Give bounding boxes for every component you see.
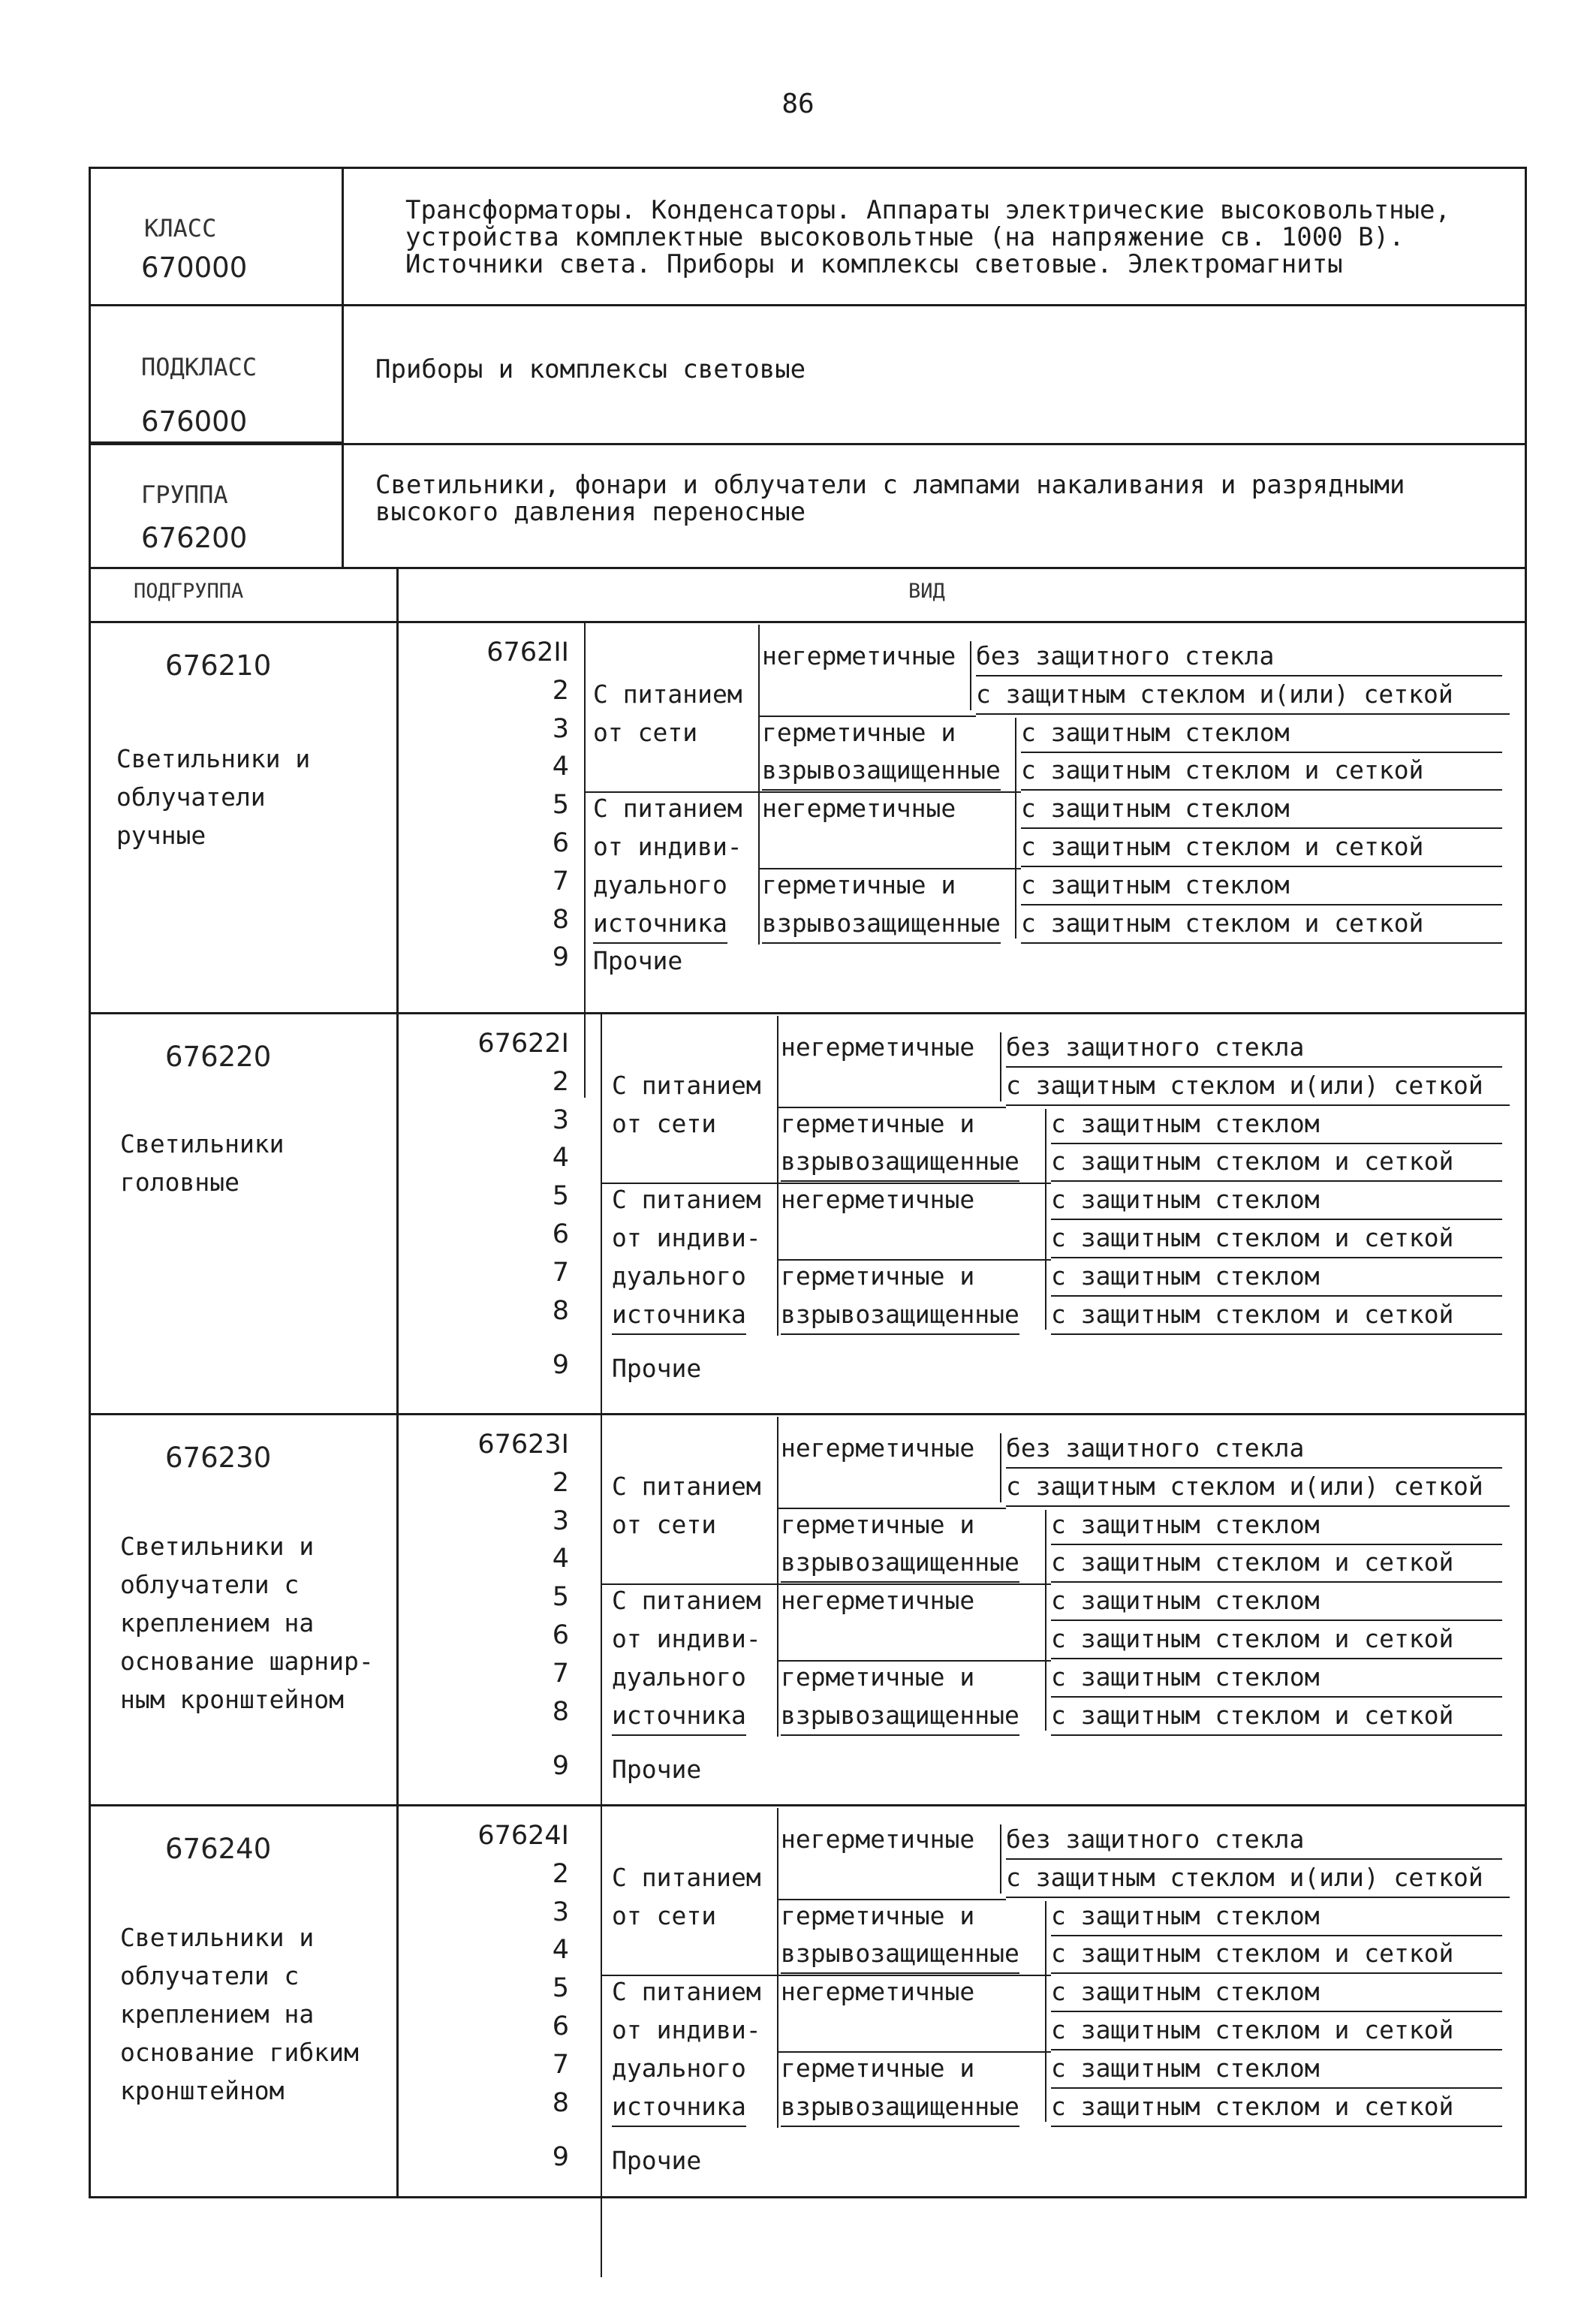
option-glass-or-mesh: с защитным стеклом и(или) сеткой bbox=[976, 676, 1510, 715]
type-header: ВИД bbox=[908, 580, 945, 603]
rule-line bbox=[777, 1016, 778, 1336]
hermetic-label: взрывозащищенные bbox=[781, 1697, 1019, 1736]
row-number: 7 bbox=[552, 866, 569, 896]
option-glass: с защитным стеклом bbox=[1021, 790, 1502, 829]
row-number: 3 bbox=[552, 1104, 569, 1135]
rule-line bbox=[601, 1583, 777, 1585]
rule-line bbox=[777, 1899, 1006, 1900]
power-individual: от индиви- bbox=[612, 1223, 761, 1252]
power-individual: источника bbox=[612, 1296, 746, 1335]
subgroup-name-line: Светильники и bbox=[120, 1532, 315, 1561]
power-network: С питанием bbox=[593, 679, 742, 709]
hermetic-label: герметичные и bbox=[762, 717, 956, 747]
rule-line bbox=[777, 1259, 1051, 1261]
rule-line bbox=[89, 2196, 1527, 2198]
hermetic-label: взрывозащищенные bbox=[781, 1544, 1019, 1583]
row-number: 4 bbox=[552, 752, 569, 782]
row-number: 9 bbox=[552, 942, 569, 973]
power-network: от сети bbox=[612, 1509, 717, 1539]
rule-line bbox=[1000, 1824, 1001, 1894]
other-label: Прочие bbox=[612, 1755, 702, 1785]
nonhermetic-label: негерметичные bbox=[781, 1433, 975, 1463]
group-description: Светильники, фонари и облучатели с лампами накаливания и разрядными высокого давления переносные bbox=[375, 470, 1405, 527]
option-glass: с защитным стеклом bbox=[1051, 1105, 1502, 1144]
rule-line bbox=[1015, 718, 1016, 939]
rule-line bbox=[777, 1183, 1051, 1184]
subgroup-code: 676240 bbox=[165, 1833, 272, 1865]
row-number: 5 bbox=[552, 1181, 569, 1212]
nonhermetic-label: негерметичные bbox=[762, 641, 956, 670]
nonhermetic-label: негерметичные bbox=[781, 1586, 975, 1616]
hermetic-label: герметичные и bbox=[781, 1662, 975, 1692]
rule-line bbox=[777, 1808, 778, 2128]
subgroup-name-line: основание шарнир- bbox=[120, 1647, 374, 1676]
subgroup-name-line: Светильники и bbox=[116, 744, 311, 773]
power-individual: от индиви- bbox=[593, 832, 742, 861]
nonhermetic-label: негерметичные bbox=[781, 1824, 975, 1854]
power-individual: источника bbox=[612, 1697, 746, 1736]
row-number: 6 bbox=[552, 2011, 569, 2041]
rule-line bbox=[777, 1107, 1006, 1108]
rule-line bbox=[1000, 1032, 1001, 1101]
rule-line bbox=[1045, 1510, 1046, 1731]
power-network: С питанием bbox=[612, 1862, 761, 1892]
rule-line bbox=[758, 791, 1021, 793]
subgroup-name-line: облучатели bbox=[116, 782, 266, 812]
power-network: С питанием bbox=[612, 1471, 761, 1501]
nonhermetic-label: негерметичные bbox=[781, 1032, 975, 1062]
row-number: 8 bbox=[552, 904, 569, 935]
row-number: 9 bbox=[552, 1350, 569, 1381]
power-network: С питанием bbox=[612, 1070, 761, 1100]
option-glass: с защитным стеклом bbox=[1051, 1506, 1502, 1545]
row-number: 7 bbox=[552, 1257, 569, 1288]
rule-line bbox=[584, 791, 758, 793]
row-number: 8 bbox=[552, 1295, 569, 1326]
rule-line bbox=[777, 1660, 1051, 1662]
rule-line bbox=[777, 1417, 778, 1737]
option-glass-mesh: с защитным стеклом и сеткой bbox=[1051, 1143, 1502, 1182]
rule-line bbox=[777, 1975, 1051, 1976]
subgroup-name-line: облучатели с bbox=[120, 1961, 300, 1990]
subclass-label: ПОДКЛАСС bbox=[141, 353, 257, 381]
hermetic-label: герметичные и bbox=[781, 2053, 975, 2083]
subgroup-code: 676230 bbox=[165, 1442, 272, 1474]
hermetic-label: герметичные и bbox=[781, 1108, 975, 1138]
power-network: от сети bbox=[612, 1900, 717, 1930]
power-individual: дуального bbox=[612, 2053, 746, 2083]
type-code: 67623I bbox=[477, 1430, 569, 1460]
row-number: 4 bbox=[552, 1935, 569, 1966]
power-network: от сети bbox=[593, 717, 698, 747]
class-description: Трансформаторы. Конденсаторы. Аппараты электрические высоковольтные, устройства комплектные высоковольтные (на напряжение св. 1000 В). Источники света. Приборы и комплексы световые. Электромагниты bbox=[405, 195, 1450, 279]
row-number: 3 bbox=[552, 713, 569, 744]
row-number: 5 bbox=[552, 1973, 569, 2004]
option-glass-mesh: с защитным стеклом и сеткой bbox=[1021, 752, 1502, 791]
hermetic-label: взрывозащищенные bbox=[781, 2088, 1019, 2127]
rule-line bbox=[758, 868, 1021, 869]
hermetic-label: герметичные и bbox=[781, 1509, 975, 1539]
type-code: 67622I bbox=[477, 1029, 569, 1059]
subgroup-name-line: Светильники и bbox=[120, 1923, 315, 1952]
option-glass-mesh: с защитным стеклом и сеткой bbox=[1051, 1219, 1502, 1258]
power-individual: от индиви- bbox=[612, 1624, 761, 1653]
subgroup-name-line: креплением на bbox=[120, 1999, 315, 2029]
rule-line bbox=[777, 2051, 1051, 2053]
rule-line bbox=[601, 1975, 777, 1976]
option-glass-mesh: с защитным стеклом и сеткой bbox=[1021, 905, 1502, 944]
option-no-glass: без защитного стекла bbox=[1006, 1430, 1502, 1469]
hermetic-label: взрывозащищенные bbox=[762, 752, 1001, 791]
row-number: 8 bbox=[552, 2087, 569, 2118]
nonhermetic-label: негерметичные bbox=[781, 1185, 975, 1215]
hermetic-label: взрывозащищенные bbox=[781, 1296, 1019, 1335]
rule-line bbox=[89, 1804, 1527, 1806]
option-glass: с защитным стеклом bbox=[1051, 1659, 1502, 1698]
option-glass-mesh: с защитным стеклом и сеткой bbox=[1051, 1620, 1502, 1659]
rule-line bbox=[777, 1583, 1051, 1585]
class-label: КЛАСС bbox=[144, 214, 217, 243]
subgroup-header: ПОДГРУППА bbox=[134, 580, 244, 603]
subgroup-name-line: креплением на bbox=[120, 1608, 315, 1638]
power-network: от сети bbox=[612, 1108, 717, 1138]
option-glass: с защитным стеклом bbox=[1021, 714, 1502, 753]
option-glass: с защитным стеклом bbox=[1051, 2050, 1502, 2089]
rule-line bbox=[1000, 1433, 1001, 1502]
option-glass: с защитным стеклом bbox=[1051, 1582, 1502, 1621]
subgroup-name-line: ным кронштейном bbox=[120, 1685, 345, 1714]
rule-line bbox=[584, 621, 586, 1098]
rule-line bbox=[89, 1012, 1527, 1014]
row-number: 5 bbox=[552, 790, 569, 821]
subgroup-name-line: головные bbox=[120, 1168, 239, 1197]
option-glass-mesh: с защитным стеклом и сеткой bbox=[1051, 1296, 1502, 1335]
hermetic-label: герметичные и bbox=[781, 1261, 975, 1291]
row-number: 7 bbox=[552, 2049, 569, 2080]
row-number: 2 bbox=[552, 1066, 569, 1097]
row-number: 8 bbox=[552, 1696, 569, 1727]
subgroup-name-line: кронштейном bbox=[120, 2076, 285, 2105]
hermetic-label: герметичные и bbox=[781, 1900, 975, 1930]
row-number: 6 bbox=[552, 1219, 569, 1249]
other-label: Прочие bbox=[593, 946, 683, 976]
rule-line bbox=[758, 625, 760, 945]
rule-line bbox=[1045, 1901, 1046, 2123]
rule-line bbox=[601, 1804, 602, 2277]
hermetic-label: взрывозащищенные bbox=[781, 1935, 1019, 1974]
rule-line bbox=[1045, 1109, 1046, 1330]
power-individual: С питанием bbox=[612, 1977, 761, 2007]
rule-line bbox=[89, 1413, 1527, 1415]
option-glass-mesh: с защитным стеклом и сеткой bbox=[1051, 1935, 1502, 1974]
subgroup-name-line: Светильники bbox=[120, 1129, 285, 1159]
page-number: 86 bbox=[781, 89, 815, 119]
option-glass-mesh: с защитным стеклом и сеткой bbox=[1051, 1544, 1502, 1583]
rule-line bbox=[601, 1183, 777, 1184]
type-code: 67624I bbox=[477, 1821, 569, 1851]
row-number: 2 bbox=[552, 1858, 569, 1889]
row-number: 7 bbox=[552, 1658, 569, 1689]
option-glass-or-mesh: с защитным стеклом и(или) сеткой bbox=[1006, 1067, 1510, 1106]
row-number: 4 bbox=[552, 1544, 569, 1574]
row-number: 6 bbox=[552, 828, 569, 858]
option-no-glass: без защитного стекла bbox=[1006, 1029, 1502, 1068]
row-number: 3 bbox=[552, 1505, 569, 1536]
group-label: ГРУППА bbox=[141, 481, 228, 509]
row-number: 9 bbox=[552, 1751, 569, 1782]
nonhermetic-label: негерметичные bbox=[781, 1977, 975, 2007]
option-glass: с защитным стеклом bbox=[1021, 866, 1502, 905]
subclass-description: Приборы и комплексы световые bbox=[375, 354, 806, 384]
power-individual: дуального bbox=[612, 1261, 746, 1291]
option-no-glass: без защитного стекла bbox=[1006, 1821, 1502, 1860]
option-no-glass: без защитного стекла bbox=[976, 637, 1502, 676]
class-code: 670000 bbox=[141, 252, 248, 284]
subgroup-code: 676220 bbox=[165, 1041, 272, 1073]
subclass-code: 676000 bbox=[141, 405, 248, 438]
row-number: 6 bbox=[552, 1620, 569, 1650]
option-glass: с защитным стеклом bbox=[1051, 1181, 1502, 1220]
subgroup-code: 676210 bbox=[165, 649, 272, 682]
row-number: 2 bbox=[552, 675, 569, 706]
option-glass-or-mesh: с защитным стеклом и(или) сеткой bbox=[1006, 1468, 1510, 1507]
subgroup-name-line: ручные bbox=[116, 821, 206, 850]
option-glass: с защитным стеклом bbox=[1051, 1973, 1502, 2012]
row-number: 5 bbox=[552, 1582, 569, 1613]
power-individual: источника bbox=[593, 905, 727, 944]
subgroup-name-line: облучатели с bbox=[120, 1570, 300, 1599]
option-glass-mesh: с защитным стеклом и сеткой bbox=[1051, 1697, 1502, 1736]
type-code: 6762II bbox=[486, 637, 569, 667]
power-individual: дуального bbox=[612, 1662, 746, 1692]
power-individual: С питанием bbox=[593, 794, 742, 824]
rule-line bbox=[970, 641, 971, 710]
power-individual: дуального bbox=[593, 869, 727, 899]
other-label: Прочие bbox=[612, 2146, 702, 2176]
power-individual: С питанием bbox=[612, 1185, 761, 1215]
rule-line bbox=[777, 1508, 1006, 1509]
hermetic-label: взрывозащищенные bbox=[762, 905, 1001, 944]
power-individual: С питанием bbox=[612, 1586, 761, 1616]
option-glass: с защитным стеклом bbox=[1051, 1258, 1502, 1297]
rule-line bbox=[758, 716, 976, 717]
other-label: Прочие bbox=[612, 1354, 702, 1384]
row-number: 4 bbox=[552, 1143, 569, 1174]
row-number: 9 bbox=[552, 2142, 569, 2173]
option-glass: с защитным стеклом bbox=[1051, 1897, 1502, 1936]
option-glass-mesh: с защитным стеклом и сеткой bbox=[1051, 2011, 1502, 2050]
option-glass-mesh: с защитным стеклом и сеткой bbox=[1051, 2088, 1502, 2127]
row-number: 3 bbox=[552, 1897, 569, 1927]
subgroup-name-line: основание гибким bbox=[120, 2038, 359, 2067]
hermetic-label: герметичные и bbox=[762, 869, 956, 899]
hermetic-label: взрывозащищенные bbox=[781, 1143, 1019, 1182]
power-individual: источника bbox=[612, 2088, 746, 2127]
group-code: 676200 bbox=[141, 522, 248, 554]
option-glass-or-mesh: с защитным стеклом и(или) сеткой bbox=[1006, 1859, 1510, 1898]
power-individual: от индиви- bbox=[612, 2015, 761, 2044]
option-glass-mesh: с защитным стеклом и сеткой bbox=[1021, 828, 1502, 867]
row-number: 2 bbox=[552, 1467, 569, 1498]
nonhermetic-label: негерметичные bbox=[762, 794, 956, 824]
